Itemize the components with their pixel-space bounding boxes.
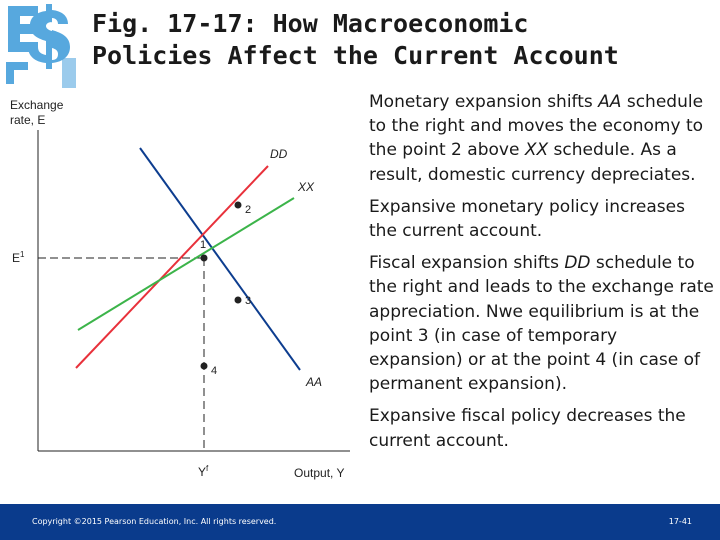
- paragraph-text: schedule to the right and moves the economy to the point 2 above: [369, 92, 704, 161]
- title-line-1: Fig. 17-17: How Macroeconomic: [92, 9, 529, 38]
- dd-aa-xx-diagram: [0, 92, 360, 492]
- paragraph-text: schedule to the right and leads to the exchange rate appreciation. Nwe equilibrium is at the point 3 (in case of temporary expansion) or at the point 4 (in case of permanent expansion).: [369, 253, 714, 395]
- point-4-label: 4: [211, 365, 218, 377]
- schedule-name: AA: [598, 92, 622, 112]
- paragraph-text: Expansive monetary policy increases the current account.: [369, 196, 685, 242]
- footer-bar: [0, 504, 720, 540]
- e1-label: $E^1$: [12, 250, 25, 265]
- explanation-paragraph: [369, 251, 715, 396]
- xx-curve-label: XX: [298, 180, 315, 194]
- explanation-paragraph: [369, 195, 715, 243]
- copyright-notice: Copyright ©2015 Pearson Education, Inc. All rights reserved.: [32, 517, 277, 526]
- paragraph-text: Expansive fiscal policy decreases the current account.: [369, 406, 686, 451]
- point-1-marker: [201, 255, 208, 262]
- point-2-marker: [235, 202, 242, 209]
- page-number: 17-41: [668, 517, 692, 526]
- paragraph-text: schedule. As a result, domestic currency depreciates.: [369, 140, 696, 185]
- paragraph-text: Fiscal expansion shifts: [369, 253, 565, 274]
- aa-curve-label: AA: [306, 375, 323, 389]
- point-1-label: 1: [200, 239, 207, 251]
- dd-curve: [76, 166, 268, 368]
- x-axis-label: Output, Y: [294, 466, 345, 480]
- slide-title: [92, 8, 712, 72]
- title-line-2: Policies Affect the Current Account: [92, 41, 619, 70]
- currency-symbols-logo: [0, 0, 82, 92]
- point-3-label: 3: [245, 295, 252, 307]
- aa-curve: [140, 148, 300, 370]
- point-3-marker: [235, 297, 242, 304]
- explanation-paragraph: [369, 404, 715, 452]
- y-axis-label-line1: Exchange: [10, 98, 64, 112]
- explanation-text: [369, 90, 715, 461]
- yf-label: $Y^f$: [198, 464, 209, 479]
- xx-curve: [78, 198, 294, 330]
- point-4-marker: [201, 363, 208, 370]
- point-2-label: 2: [245, 204, 252, 216]
- y-axis-label-line2: rate, E: [10, 113, 46, 127]
- dd-curve-label: DD: [270, 147, 288, 161]
- schedule-name: XX: [524, 140, 549, 161]
- explanation-paragraph: [369, 90, 715, 187]
- paragraph-text: Monetary expansion shifts: [369, 92, 599, 112]
- schedule-name: DD: [564, 253, 591, 274]
